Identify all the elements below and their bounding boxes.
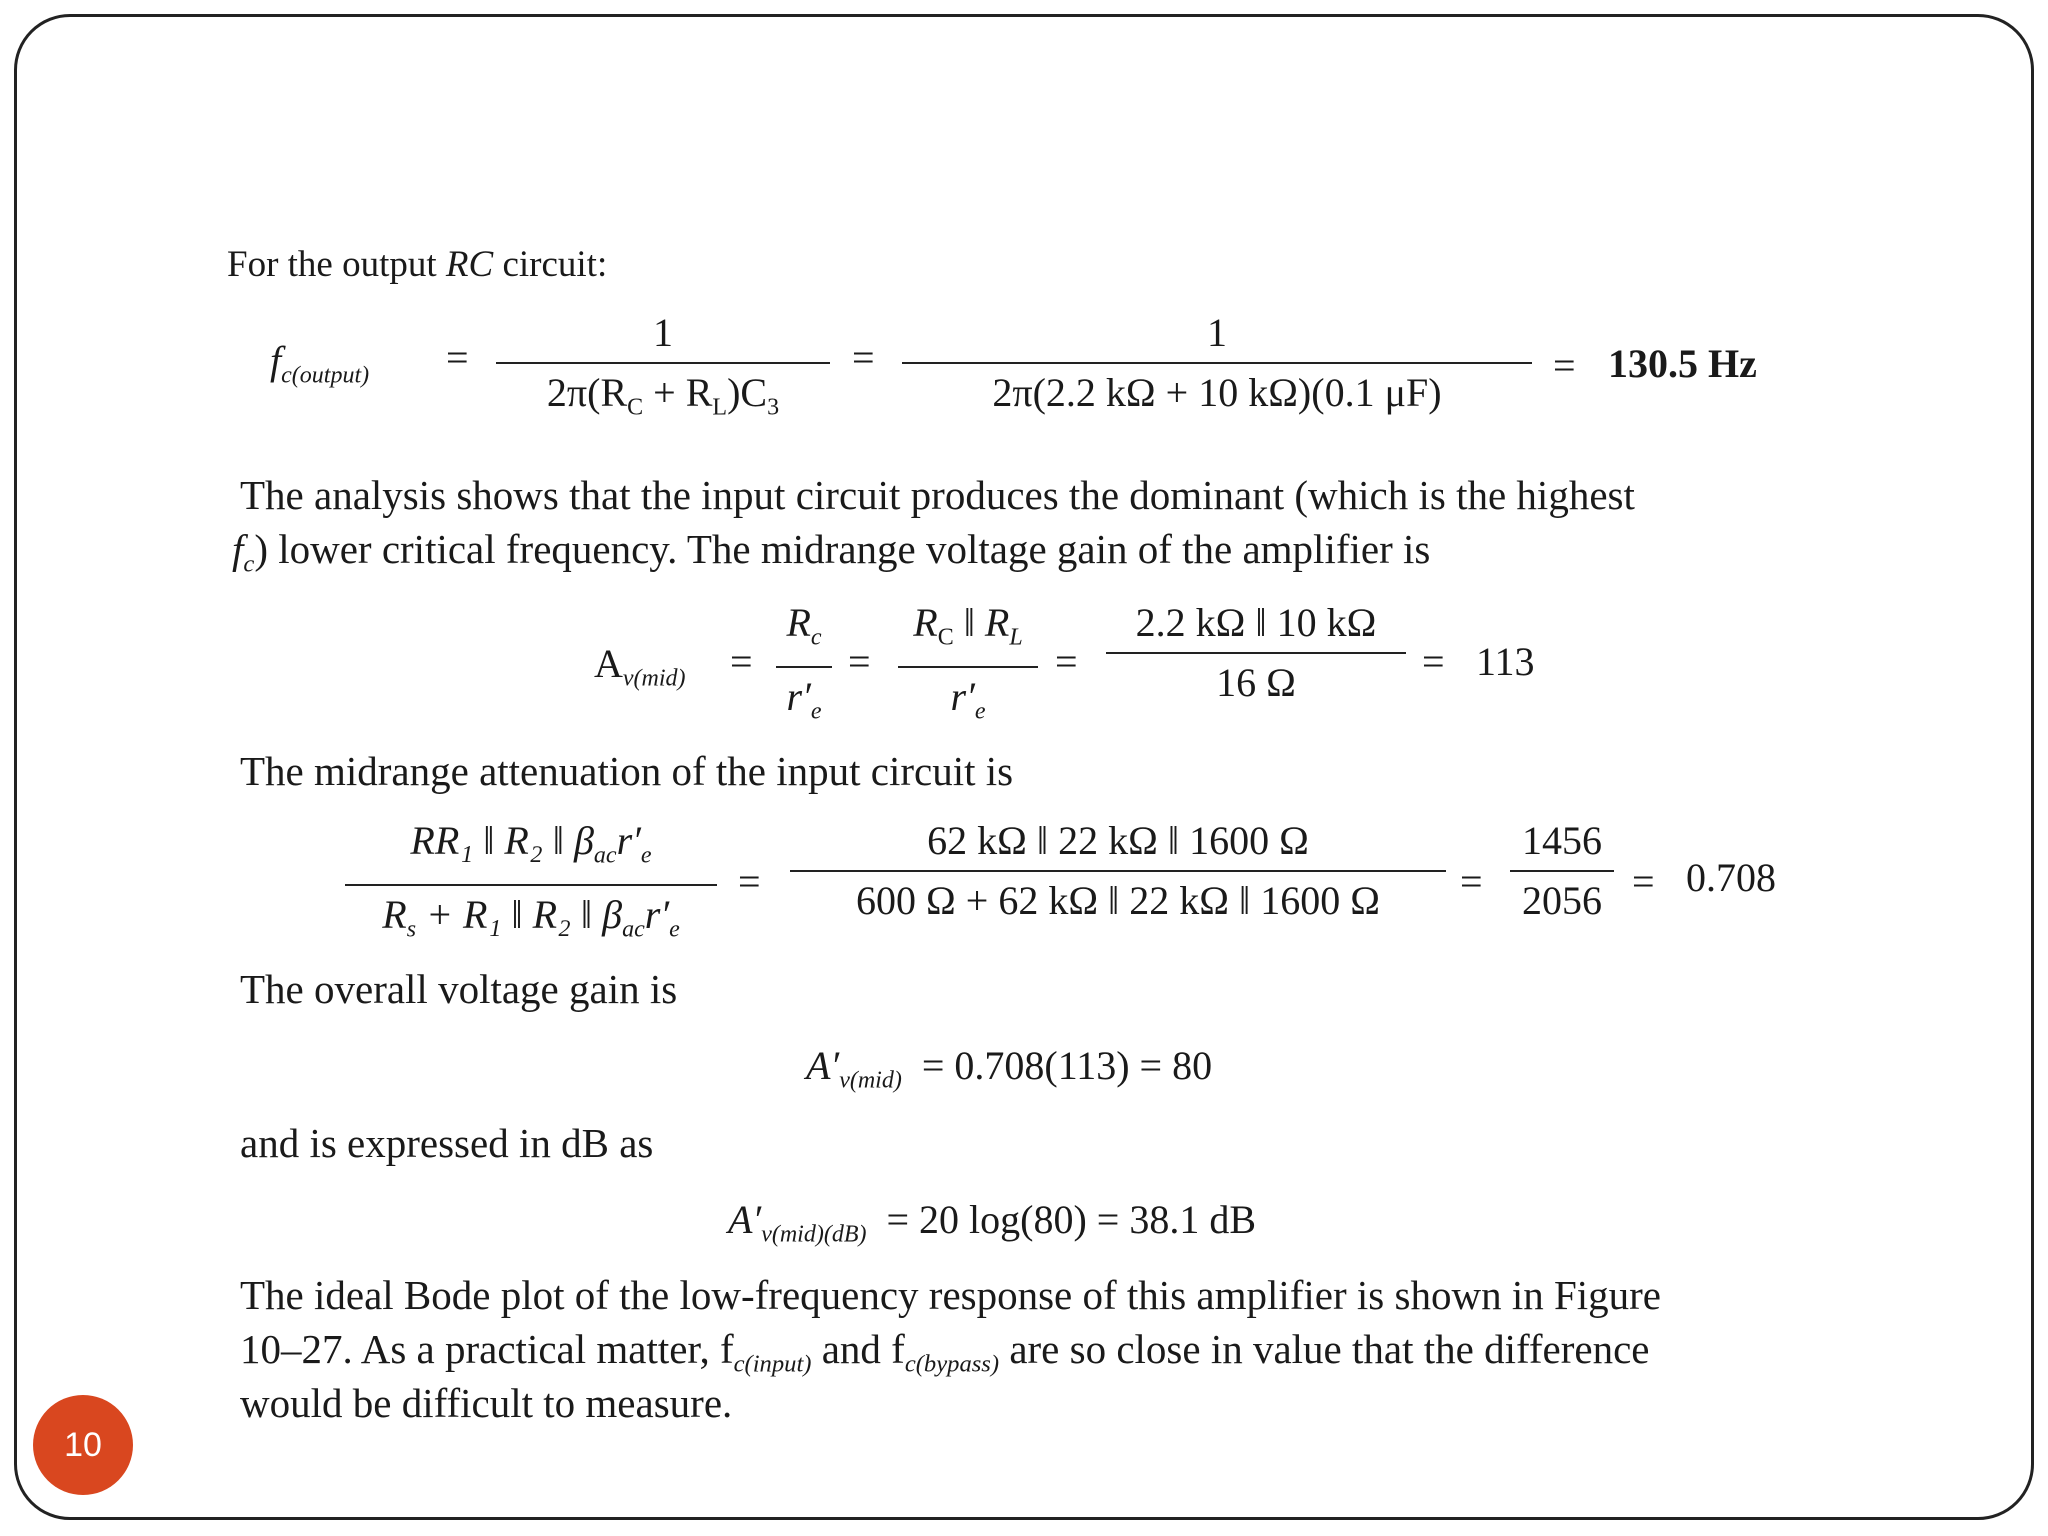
paragraph-bode-line2: 10–27. As a practical matter, $f_{c(input)}$ and $f_{c(bypass)}$ are so close in value that the difference (240, 1326, 1650, 1378)
fc-output-result: 130.5 Hz (1608, 341, 1757, 386)
equals-sign: = (1055, 639, 1078, 684)
paragraph-attenuation: The midrange attenuation of the input circuit is (240, 748, 1014, 794)
paragraph-analysis-line2: $f_c$) lower critical frequency. The midrange voltage gain of the amplifier is (232, 526, 1431, 578)
equals-sign: = (738, 859, 761, 904)
equals-sign: = (730, 639, 753, 684)
fc-output-symbol: $f_{c(output)}$ (270, 338, 370, 389)
fc-output-values-fraction: 1 2π(2.2 kΩ + 10 kΩ)(0.1 μF) (902, 310, 1532, 416)
attenuation-values-fraction: 62 kΩ ‖ 22 kΩ ‖ 1600 Ω 600 Ω + 62 kΩ ‖ 22 kΩ ‖ 1600 Ω (790, 818, 1446, 924)
paragraph-db: and is expressed in dB as (240, 1120, 654, 1166)
db-gain-equation: $A'_{v(mid)(dB)} = 20$ log(80) = 38.1 dB (728, 1197, 1257, 1248)
attenuation-numeric-fraction: 1456 2056 (1510, 818, 1614, 924)
equals-sign: = (1632, 859, 1655, 904)
equals-sign: = (1422, 639, 1445, 684)
equals-sign: = (446, 335, 469, 380)
paragraph-bode-line3: would be difficult to measure. (240, 1380, 733, 1426)
overall-gain-equation: $A'_{v(mid)} = 0.708(113) = 80$ (806, 1043, 1213, 1094)
attenuation-formula-fraction: RR₁ ‖ R₂ ‖ $\beta_{ac}r'_e$ $R_s + R_1$ ‖ R₂ ‖ $\beta_{ac}r'_e$ (345, 818, 717, 953)
paragraph-overall-gain: The overall voltage gain is (240, 966, 678, 1012)
paragraph-bode-line1: The ideal Bode plot of the low-frequency response of this amplifier is shown in Figure (240, 1272, 1662, 1318)
equals-sign: = (1553, 343, 1576, 388)
gain-fraction-values: 2.2 kΩ ‖ 10 kΩ 16 Ω (1106, 600, 1406, 706)
attenuation-result: 0.708 (1686, 855, 1776, 900)
gain-fraction-rc-re: $R_c$ $r'_e$ (776, 600, 832, 735)
slide-number-badge: 10 (33, 1395, 133, 1495)
fc-output-formula-fraction: 1 $2\pi(R_C + R_L)C_3$ (496, 310, 830, 430)
gain-fraction-rc-rl-re: $R_C$ ‖ $R_L$ $r'_e$ (898, 600, 1038, 735)
output-rc-heading: For the output RC circuit: (227, 244, 608, 285)
equals-sign: = (852, 335, 875, 380)
equals-sign: = (1460, 859, 1483, 904)
gain-result: 113 (1476, 639, 1535, 684)
equals-sign: = (848, 639, 871, 684)
av-mid-symbol: $A_{v(mid)}$ (594, 641, 686, 692)
paragraph-analysis-line1: The analysis shows that the input circuit produces the dominant (which is the highest (240, 472, 1635, 518)
